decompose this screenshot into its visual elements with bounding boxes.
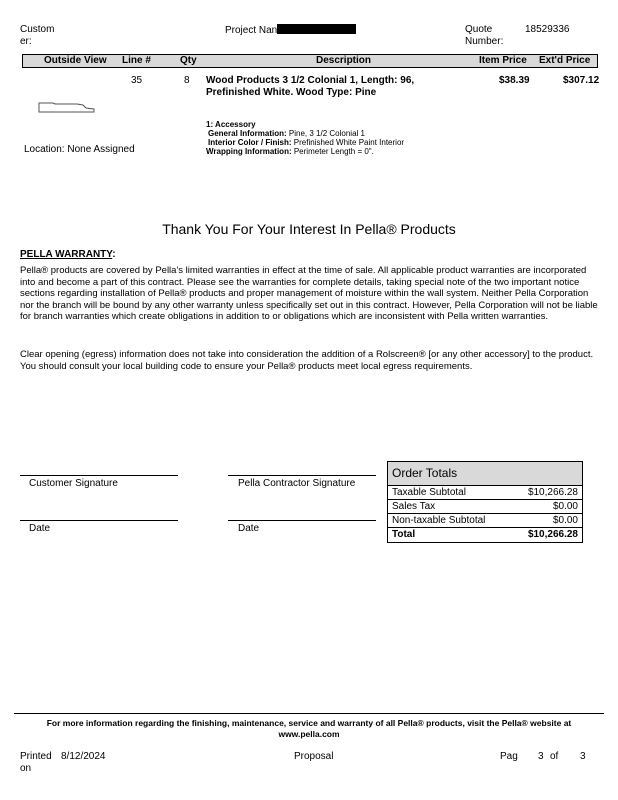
contractor-signature-label: Pella Contractor Signature — [238, 478, 356, 489]
contractor-date-line — [228, 520, 376, 521]
molding-profile-image — [37, 100, 97, 116]
page-total: 3 — [580, 751, 586, 762]
page-label: Pag — [500, 751, 518, 762]
footer-info-text: For more information regarding the finishing, maintenance, service and warranty of all Pella® products, visit the Pella® website at — [46, 718, 572, 728]
order-totals-box — [387, 461, 583, 543]
detail-general-info: General Information: Pine, 3 1/2 Colonial 1 — [208, 129, 365, 138]
footer-info — [14, 718, 604, 740]
qty-cell: 8 — [184, 75, 190, 86]
totals-row-total: Total $10,266.28 — [392, 529, 578, 540]
col-line-number: Line # — [122, 55, 151, 66]
line-items-table-header — [22, 54, 598, 68]
col-extd-price: Ext'd Price — [539, 55, 591, 66]
warranty-title: PELLA WARRANTY: — [20, 249, 116, 260]
col-description: Description — [316, 55, 372, 66]
totals-row-taxable-subtotal: Taxable Subtotal $10,266.28 — [388, 486, 582, 500]
page-of-label: of — [550, 751, 559, 762]
location-value: None Assigned — [67, 144, 135, 155]
detail-wrapping-info: Wrapping Information: Perimeter Length = 0". — [206, 147, 374, 156]
location-field — [24, 144, 135, 155]
quote-number-label: Quote Number: — [465, 24, 504, 47]
page-number: 3 — [538, 751, 544, 762]
line-number-cell: 35 — [131, 75, 143, 86]
printed-date: 8/12/2024 — [61, 751, 106, 762]
thank-you-heading: Thank You For Your Interest In Pella® Products — [162, 221, 456, 237]
col-outside-view: Outside View — [44, 55, 107, 66]
project-name-label: Project Nan — [225, 25, 278, 36]
project-name-field — [225, 24, 356, 37]
order-totals-title: Order Totals — [388, 462, 582, 486]
customer-signature-label: Customer Signature — [29, 478, 118, 489]
description-cell: Wood Products 3 1/2 Colonial 1, Length: 96, Prefinished White. Wood Type: Pine — [206, 75, 415, 98]
contractor-date-label: Date — [238, 523, 260, 534]
footer-website-link[interactable]: www.pella.com — [278, 729, 340, 739]
extd-price-cell: $307.12 — [563, 75, 600, 86]
customer-date-label: Date — [29, 523, 51, 534]
customer-label: Custom er: — [20, 24, 55, 47]
printed-on-label: Printed on — [20, 751, 52, 774]
quote-number-value: 18529336 — [525, 24, 570, 35]
totals-row-sales-tax: Sales Tax $0.00 — [388, 500, 582, 514]
contractor-signature-line — [228, 475, 376, 476]
redacted-project-name — [277, 24, 356, 34]
detail-interior-color: Interior Color / Finish: Prefinished White Paint Interior — [208, 138, 405, 147]
warranty-paragraph-1: Pella® products are covered by Pella's limited warranties in effect at the time of sale. All applicable product warranties are incorporated into and become a part of this contract. Please see the warranties for complete details, taking special note of the two important notice sections regarding installation of Pella® products and proper management of moisture within the wall system. Neither Pella Corporation nor the branch will be bound by any other warranty unless specifically set out in this contract. However, Pella Corporation will not be liable for branch warranties which create obligations in addition to or obligations which are inconsistent with Pella written warranties. — [20, 265, 598, 323]
col-item-price: Item Price — [479, 55, 527, 66]
totals-row-nontaxable-subtotal: Non-taxable Subtotal $0.00 — [388, 514, 582, 528]
customer-date-line — [20, 520, 178, 521]
footer-divider — [14, 713, 604, 714]
location-label: Location: — [24, 144, 65, 155]
accessory-title: 1: Accessory — [206, 120, 256, 129]
item-price-cell: $38.39 — [499, 75, 530, 86]
customer-signature-line — [20, 475, 178, 476]
warranty-paragraph-2: Clear opening (egress) information does not take into consideration the addition of a Rolscreen® [or any other accessory] to the product. You should consult your local building code to ensure your Pella® products meet local egress requirements. — [20, 349, 594, 372]
document-type: Proposal — [294, 751, 334, 762]
col-qty: Qty — [180, 55, 197, 66]
